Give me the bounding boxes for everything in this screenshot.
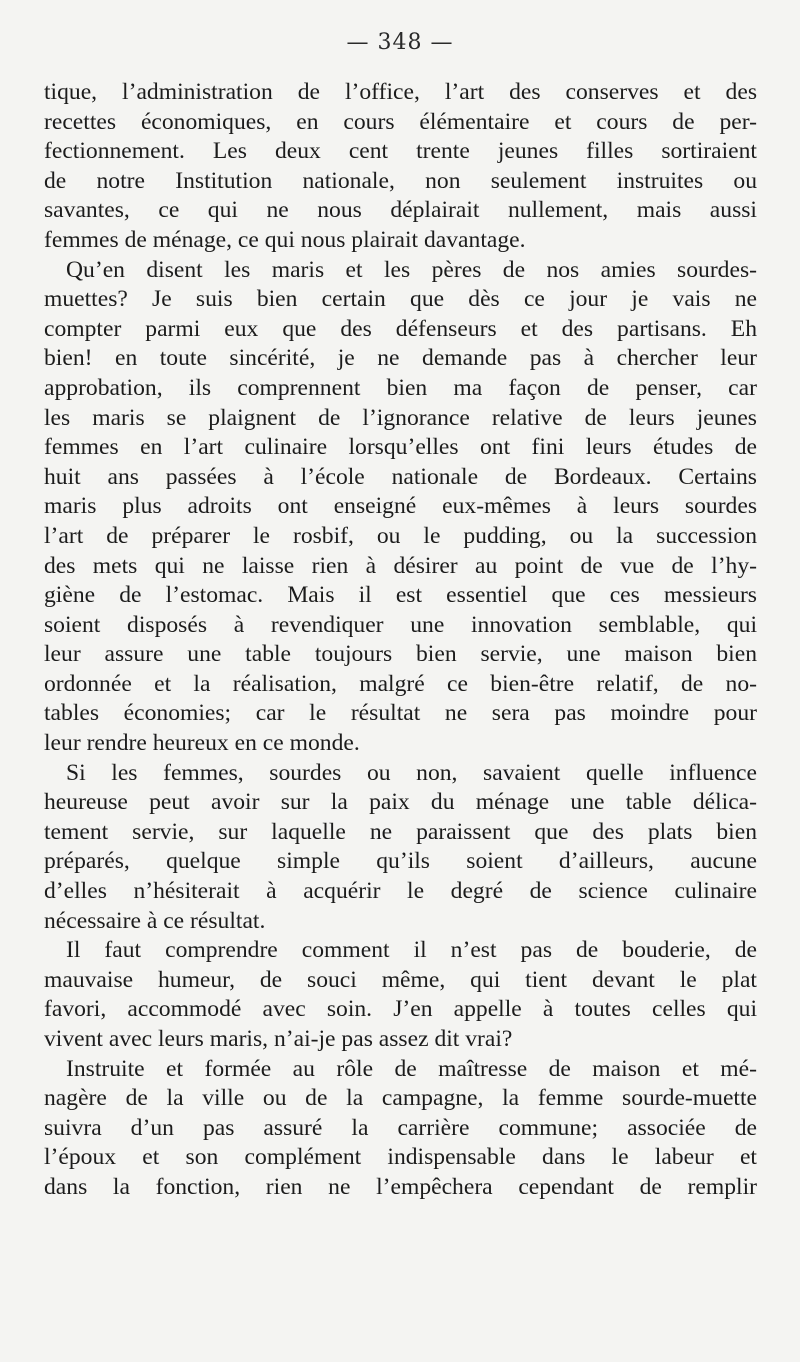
text-line: giène de l’estomac. Mais il est essentiel que ces messieurs [44, 582, 757, 609]
text-line: mauvaise humeur, de souci même, qui tient devant le plat [44, 966, 757, 993]
text-line: préparés, quelque simple qu’ils soient d’ailleurs, aucune [44, 848, 757, 875]
text-line: femmes en l’art culinaire lorsqu’elles ont fini leurs études de [44, 434, 757, 461]
text-line: l’époux et son complément indispensable dans le labeur et [44, 1144, 757, 1171]
text-line: vivent avec leurs maris, n’ai-je pas assez dit vrai? [44, 1026, 513, 1052]
paragraph [44, 759, 757, 937]
text-line: suivra d’un pas assuré la carrière commune; associée de [44, 1114, 757, 1141]
paragraph [44, 78, 757, 256]
text-line: ordonnée et la réalisation, malgré ce bien-être relatif, de no- [44, 670, 757, 697]
text-line: maris plus adroits ont enseigné eux-mêmes à leurs sourdes [44, 493, 757, 520]
text-line: Qu’en disent les maris et les pères de nos amies sourdes- [66, 256, 757, 283]
text-line: Il faut comprendre comment il n’est pas de bouderie, de [66, 937, 757, 964]
paragraph [44, 256, 757, 759]
text-line: de notre Institution nationale, non seulement instruites ou [44, 167, 757, 194]
text-line: approbation, ils comprennent bien ma façon de penser, car [44, 374, 757, 401]
text-line: muettes? Je suis bien certain que dès ce jour je vais ne [44, 286, 757, 313]
paragraph [44, 936, 757, 1054]
text-line: leur assure une table toujours bien servie, une maison bien [44, 641, 757, 668]
text-line: tables économies; car le résultat ne sera pas moindre pour [44, 700, 757, 727]
text-line: nagère de la ville ou de la campagne, la femme sourde-muette [44, 1085, 757, 1112]
text-line: savantes, ce qui ne nous déplairait nullement, mais aussi [44, 197, 757, 224]
text-line: l’art de préparer le rosbif, ou le pudding, ou la succession [44, 522, 757, 549]
text-line: Instruite et formée au rôle de maîtresse de maison et mé- [66, 1055, 757, 1082]
text-line: femmes de ménage, ce qui nous plairait davantage. [44, 226, 526, 253]
text-line: tement servie, sur laquelle ne paraissent que des plats bien [44, 818, 757, 845]
text-line: des mets qui ne laisse rien à désirer au point de vue de l’hy- [44, 552, 757, 579]
text-line: huit ans passées à l’école nationale de Bordeaux. Certains [44, 463, 757, 490]
text-line: compter parmi eux que des défenseurs et des partisans. Eh [44, 315, 757, 342]
text-line: soient disposés à revendiquer une innovation semblable, qui [44, 611, 757, 638]
text-line: fectionnement. Les deux cent trente jeunes filles sortiraient [44, 138, 757, 165]
text-line: heureuse peut avoir sur la paix du ménage une table délica- [44, 789, 757, 816]
body-text [44, 78, 757, 1203]
text-line: dans la fonction, rien ne l’empêchera cependant de remplir [44, 1173, 757, 1200]
text-line: nécessaire à ce résultat. [44, 907, 266, 934]
text-line: d’elles n’hésiterait à acquérir le degré de science culinaire [44, 878, 757, 905]
text-line: favori, accommodé avec soin. J’en appelle à toutes celles qui [44, 996, 757, 1023]
text-line: bien! en toute sincérité, je ne demande pas à chercher leur [44, 345, 757, 372]
text-line: tique, l’administration de l’office, l’art des conserves et des [44, 79, 757, 105]
text-line: recettes économiques, en cours élémentaire et cours de per- [44, 108, 757, 135]
page-number: — 348 — [346, 30, 454, 55]
text-line: Si les femmes, sourdes ou non, savaient quelle influence [66, 759, 757, 786]
text-line: les maris se plaignent de l’ignorance relative de leurs jeunes [44, 404, 757, 431]
paragraph [44, 1055, 757, 1203]
text-line: leur rendre heureux en ce monde. [44, 730, 360, 757]
